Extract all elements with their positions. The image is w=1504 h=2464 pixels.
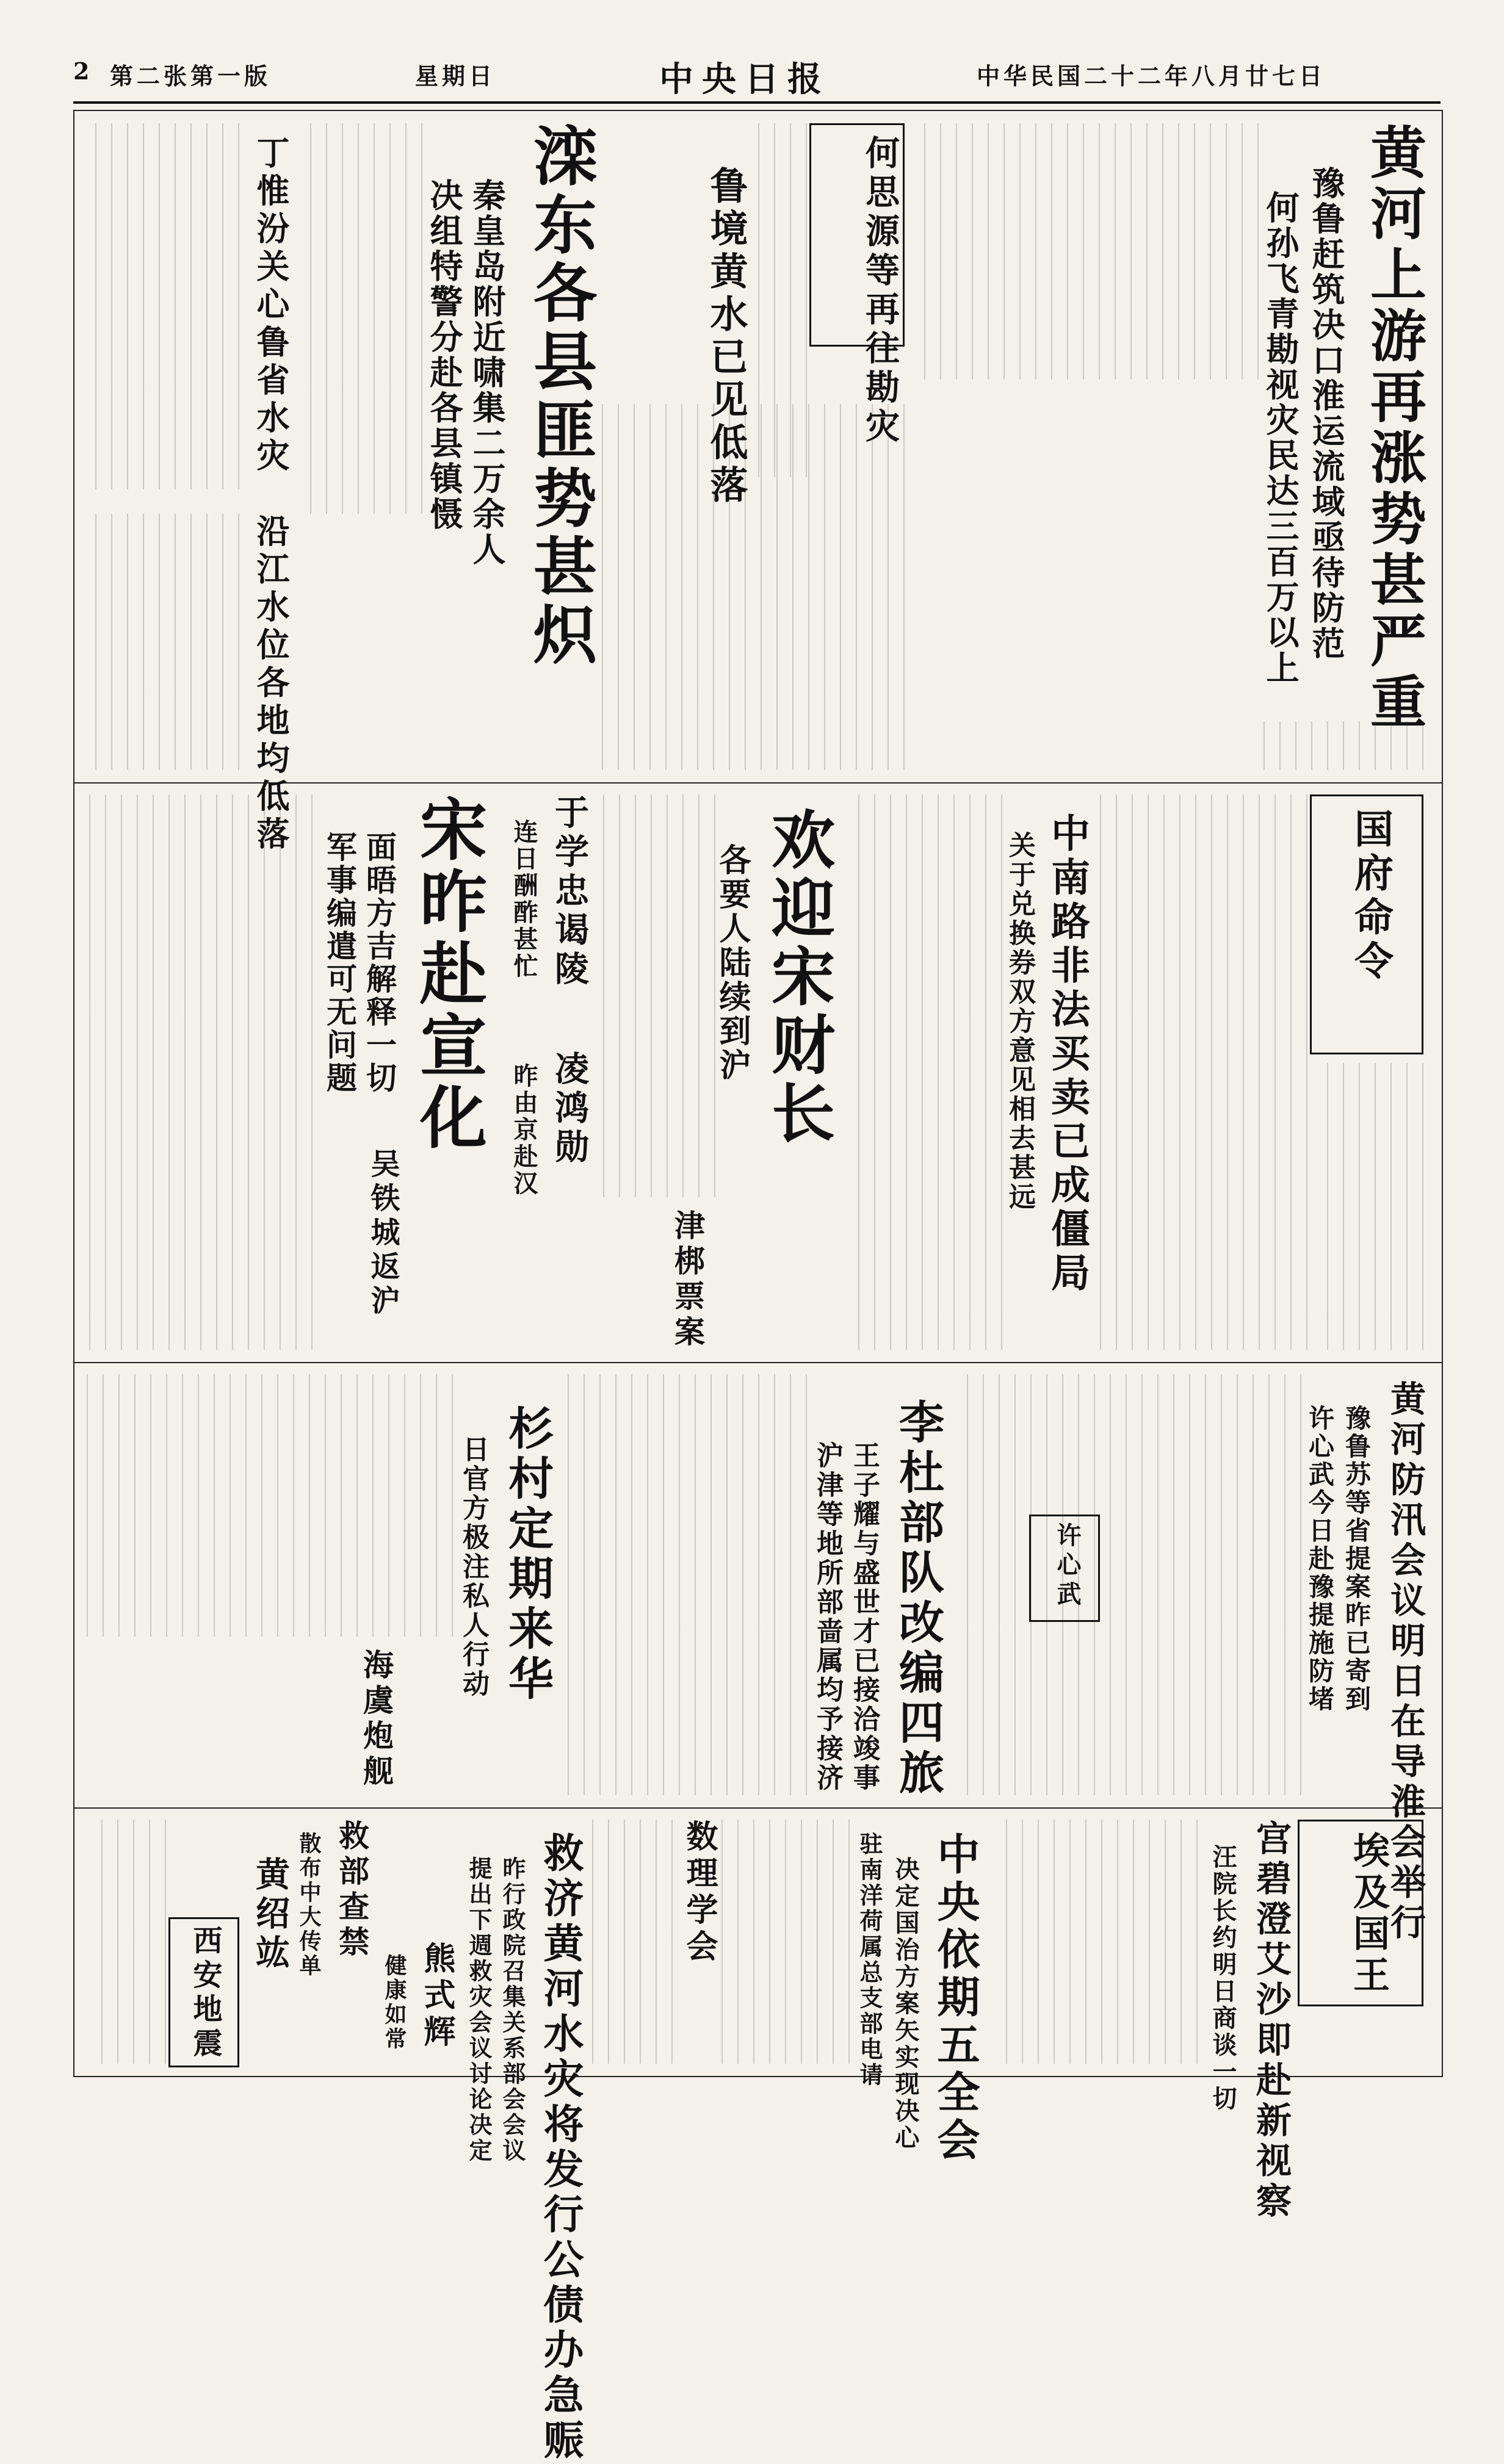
subhead: 秦皇岛附近啸集二万余人: [468, 178, 507, 567]
headline-yangtze: 沿江水位各地均低落: [251, 514, 291, 854]
page-marker: 2: [73, 57, 93, 85]
subhead: 关于兑换券双方意见相去甚远: [1004, 831, 1035, 1212]
subhead: 决组特警分赴各县镇慑: [425, 178, 464, 532]
subhead: 豫鲁赶筑决口淮运流域亟待防范: [1307, 166, 1346, 661]
headline-haiyu: 海虞炮舰: [358, 1649, 394, 1790]
subhead: 面晤方吉解释一切: [361, 831, 397, 1095]
headline-xian-quake: 西安地震: [188, 1925, 222, 2062]
article-body: [87, 1374, 453, 1637]
article-body: [996, 1820, 1198, 2064]
subhead: 散布中大传单: [296, 1832, 322, 1978]
headline-yellow-river: 黄河上游再涨势甚严重: [1361, 123, 1427, 733]
article-body: [300, 123, 422, 514]
headline-tianjin-case: 津梆票案: [670, 1209, 706, 1351]
boxed-headline: [168, 1917, 239, 2067]
subhead: 何孙飞青勘视灾民达三百万以上: [1261, 190, 1300, 686]
article-body: [87, 123, 239, 489]
section-rule: [74, 1362, 1442, 1363]
article-body: [87, 514, 239, 770]
headline-ling-hongxun: 凌鸿勋: [549, 1051, 590, 1168]
headline-flood-meeting: 黄河防汛会议明日在导淮会举行: [1384, 1380, 1426, 1944]
subhead: 提出下週救灾会议讨论决定: [465, 1856, 493, 2164]
headline-xiong-shihui: 熊式辉: [418, 1942, 455, 2052]
headline-luandong: 滦东各县匪势甚炽: [522, 123, 598, 670]
subhead: 各要人陆续到沪: [714, 843, 751, 1083]
headline-he-siyuan: 何思源等再往勘灾: [860, 135, 900, 447]
article-body: [87, 794, 313, 1350]
headline-huang-shaohong: 黄绍竑: [250, 1856, 291, 1973]
headline-relief-bonds: 救济黄河水灾将发行公债办急赈: [537, 1832, 584, 2464]
headline-xinjiang: 宫碧澄艾沙即赴新视察: [1250, 1820, 1292, 2222]
headline-zhongnan: 中南路非法买卖已成僵局: [1044, 813, 1090, 1296]
article-body: [587, 1820, 673, 2064]
masthead: [73, 52, 1441, 104]
article-body: [87, 1820, 166, 2064]
article-body: [593, 794, 715, 1197]
subhead: 驻南洋荷属总支部电请: [856, 1832, 883, 2088]
article-body: [599, 404, 905, 770]
headline-decree: 国府命令: [1348, 809, 1394, 984]
boxed-headline: [809, 123, 905, 447]
headline-shandong: 鲁境黄水已见低落: [704, 166, 748, 508]
subhead: 豫鲁苏等省提案昨已寄到: [1342, 1405, 1372, 1713]
paper-name: 中央日报: [659, 59, 830, 99]
article-body: [1100, 794, 1307, 1350]
subhead: 昨行政院召集关系部会会议: [499, 1856, 526, 2164]
subhead: 汪院长约明日商谈一切: [1209, 1844, 1237, 2113]
section-rule: [74, 1807, 1442, 1809]
subhead: 沪津等地所部啬属均予接济: [812, 1441, 843, 1793]
subhead: 决定国治方案矢实现决心: [891, 1856, 920, 2152]
headline-fifth-congress: 中央依期五全会: [930, 1832, 981, 2165]
headline-egypt-king: 埃及国王: [1347, 1831, 1390, 1997]
issue-date: 中华民国二十二年八月廿七日: [977, 62, 1326, 90]
headline-li-du: 李杜部队改编四旅: [892, 1399, 944, 1799]
headline-welcome-soong: 欢迎宋财长: [761, 807, 836, 1148]
headline-education: 救部查禁: [334, 1820, 370, 1961]
subhead: 昨由京赴汉: [510, 1063, 538, 1197]
weekday-label: 星期日: [415, 62, 496, 90]
headline-ding-weifen: 丁惟汾关心鲁省水灾: [251, 135, 291, 476]
subhead: 军事编遣可无问题: [322, 831, 358, 1095]
headline-soong-xuanhua: 宋昨赴宣化: [409, 794, 488, 1155]
article-body: [960, 1374, 1301, 1795]
boxed-headline: [1310, 794, 1423, 1054]
article-body: [917, 123, 1259, 380]
headline-xu-xinwu: 许心武: [1053, 1522, 1082, 1610]
article-body: [563, 1374, 807, 1795]
headline-math-society: 数理学会: [681, 1820, 718, 1966]
article-body: [1259, 721, 1423, 770]
boxed-headline: [1029, 1515, 1100, 1622]
content-grid: [73, 110, 1443, 2464]
boxed-headline: [1298, 1820, 1423, 2006]
article-body: [844, 794, 1002, 1350]
article-body: [1314, 1063, 1423, 1350]
subhead: 连日酬酢甚忙: [510, 819, 538, 980]
headline-wu-tiecheng: 吴铁城返沪: [366, 1148, 400, 1319]
subhead: 日官方极注私人行动: [458, 1435, 489, 1699]
subhead: 健康如常: [381, 1954, 407, 2052]
subhead: 王子耀与盛世才已接洽竣事: [848, 1441, 880, 1793]
edition-label: 第二张第一版: [110, 62, 272, 90]
headline-sugimura: 杉村定期来华: [501, 1405, 554, 1705]
subhead: 许心武今日赴豫提施防堵: [1305, 1405, 1335, 1713]
article-body: [721, 1820, 850, 2064]
headline-yu-xuezhong: 于学忠谒陵: [549, 794, 590, 990]
